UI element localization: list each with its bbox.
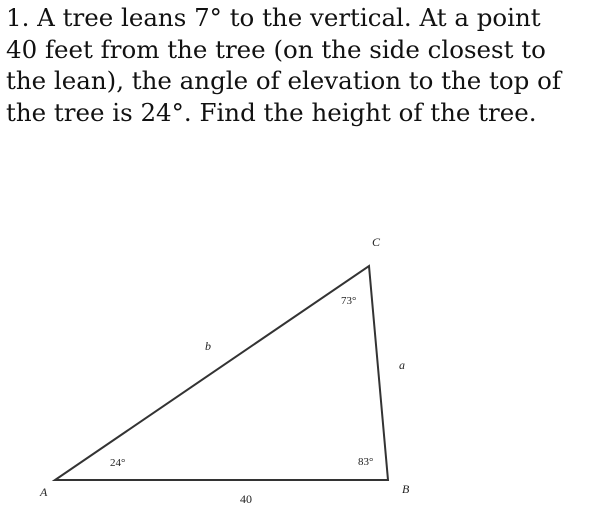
- side-label-a: a: [399, 358, 405, 372]
- side-label-base: 40: [240, 492, 252, 506]
- vertex-label-a: A: [40, 485, 48, 499]
- side-label-b: b: [205, 339, 211, 353]
- vertex-label-c: C: [372, 235, 381, 249]
- triangle-abc: [55, 266, 388, 480]
- problem-line-4: the tree is 24°. Find the height of the tree.: [6, 97, 537, 127]
- problem-line-3: the lean), the angle of elevation to the top of: [6, 66, 561, 95]
- angle-label-c: 73°: [341, 295, 357, 307]
- angle-label-b: 83°: [358, 456, 374, 468]
- problem-line-2: 40 feet from the tree (on the side closest to: [6, 34, 546, 64]
- vertex-label-b: B: [402, 482, 410, 496]
- problem-line-1: 1. A tree leans 7° to the vertical. At a point: [6, 3, 541, 32]
- angle-label-a: 24°: [110, 457, 126, 469]
